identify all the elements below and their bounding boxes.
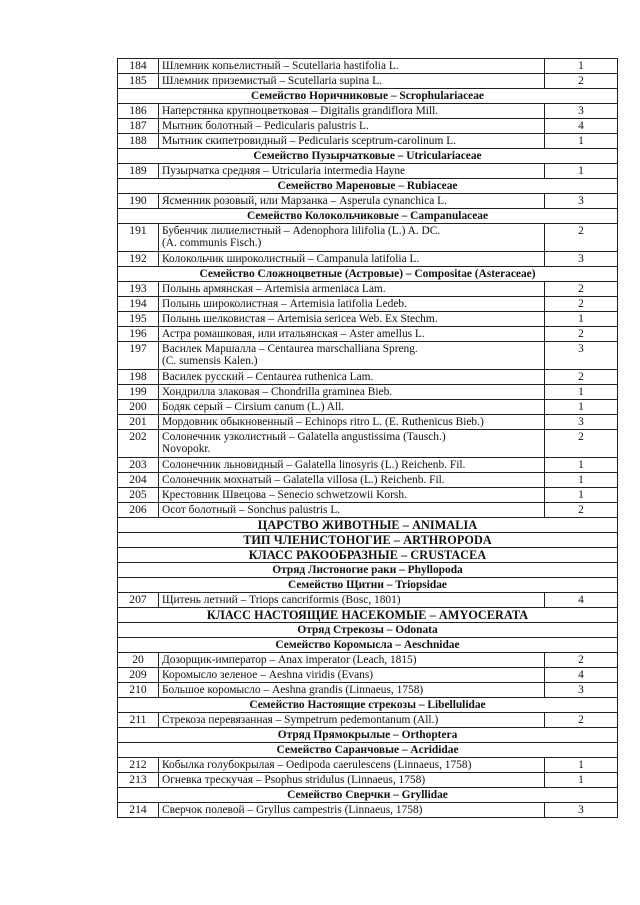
species-number: 192	[118, 252, 159, 267]
species-name: Мытник болотный – Pedicularis palustris L.	[159, 119, 545, 134]
section-header-row	[118, 563, 618, 578]
species-number: 189	[118, 164, 159, 179]
species-name: Василек русский – Centaurea ruthenica Lam.	[159, 370, 545, 385]
rarity-category: 2	[545, 713, 618, 728]
species-name: Щитень летний – Triops cancriformis (Bosc, 1801)	[159, 593, 545, 608]
rarity-category: 2	[545, 327, 618, 342]
family-header: Отряд Прямокрылые – Orthoptera	[118, 728, 618, 743]
species-name: Пузырчатка средняя – Utricularia intermedia Hayne	[159, 164, 545, 179]
species-name: Василек Маршалла – Centaurea marschalliana Spreng. (C. sumensis Kalen.)	[159, 342, 545, 370]
family-header: Семейство Норичниковые – Scrophulariaceae	[118, 89, 618, 104]
species-number: 185	[118, 74, 159, 89]
section-header-row	[118, 698, 618, 713]
table-row	[118, 224, 618, 252]
table-row	[118, 503, 618, 518]
rarity-category: 3	[545, 194, 618, 209]
table-row	[118, 473, 618, 488]
table-row	[118, 59, 618, 74]
species-name: Осот болотный – Sonchus palustris L.	[159, 503, 545, 518]
table-row	[118, 430, 618, 458]
table-row	[118, 134, 618, 149]
section-header-row	[118, 89, 618, 104]
family-header: Семейство Сложноцветные (Астровые) – Compositae (Asteraceae)	[118, 267, 618, 282]
species-number: 209	[118, 668, 159, 683]
rarity-category: 1	[545, 134, 618, 149]
species-name: Шлемник копьелистный – Scutellaria hastifolia L.	[159, 59, 545, 74]
section-header-row	[118, 728, 618, 743]
family-header: Семейство Колокольчиковые – Campanulaceae	[118, 209, 618, 224]
section-header-row	[118, 743, 618, 758]
family-header: Семейство Щитни – Triopsidae	[118, 578, 618, 593]
species-number: 195	[118, 312, 159, 327]
table-row	[118, 194, 618, 209]
family-header: Отряд Стрекозы – Odonata	[118, 623, 618, 638]
taxon-header: ТИП ЧЛЕНИСТОНОГИЕ – ARTHROPODA	[118, 533, 618, 548]
family-header: Семейство Саранчовые – Acrididae	[118, 743, 618, 758]
rarity-category: 2	[545, 224, 618, 252]
species-name: Полынь шелковистая – Artemisia sericea Web. Ex Stechm.	[159, 312, 545, 327]
rarity-category: 3	[545, 683, 618, 698]
rarity-category: 2	[545, 370, 618, 385]
species-name: Шлемник приземистый – Scutellaria supina L.	[159, 74, 545, 89]
species-number: 193	[118, 282, 159, 297]
rarity-category: 3	[545, 104, 618, 119]
species-name: Коромысло зеленое – Aeshna viridis (Evans)	[159, 668, 545, 683]
species-name: Бубенчик лилиелистный – Adenophora lilifolia (L.) A. DC. (A. communis Fisch.)	[159, 224, 545, 252]
table-row	[118, 803, 618, 818]
rarity-category: 2	[545, 74, 618, 89]
species-number: 186	[118, 104, 159, 119]
species-name: Дозорщик-император – Anax imperator (Leach, 1815)	[159, 653, 545, 668]
table-row	[118, 297, 618, 312]
table-row	[118, 370, 618, 385]
rarity-category: 1	[545, 312, 618, 327]
section-header-row	[118, 209, 618, 224]
species-number: 196	[118, 327, 159, 342]
section-header-row	[118, 179, 618, 194]
section-header-row	[118, 623, 618, 638]
table-row	[118, 312, 618, 327]
species-name: Полынь широколистная – Artemisia latifolia Ledeb.	[159, 297, 545, 312]
species-number: 211	[118, 713, 159, 728]
table-row	[118, 668, 618, 683]
rarity-category: 1	[545, 773, 618, 788]
section-header-row	[118, 149, 618, 164]
table-row	[118, 385, 618, 400]
taxon-header: ЦАРСТВО ЖИВОТНЫЕ – ANIMALIA	[118, 518, 618, 533]
species-name: Хондрилла злаковая – Chondrilla graminea Bieb.	[159, 385, 545, 400]
species-number: 205	[118, 488, 159, 503]
section-header-row	[118, 578, 618, 593]
species-name: Солонечник льновидный – Galatella linosyris (L.) Reichenb. Fil.	[159, 458, 545, 473]
rarity-category: 2	[545, 297, 618, 312]
table-row	[118, 104, 618, 119]
species-name: Крестовник Швецова – Senecio schwetzowii Korsh.	[159, 488, 545, 503]
species-number: 187	[118, 119, 159, 134]
species-number: 188	[118, 134, 159, 149]
species-number: 204	[118, 473, 159, 488]
species-name: Колокольчик широколистный – Campanula latifolia L.	[159, 252, 545, 267]
species-number: 194	[118, 297, 159, 312]
species-number: 198	[118, 370, 159, 385]
table-row	[118, 415, 618, 430]
rarity-category: 3	[545, 803, 618, 818]
taxon-header: КЛАСС НАСТОЯЩИЕ НАСЕКОМЫЕ – AMYOCERATA	[118, 608, 618, 623]
rarity-category: 3	[545, 342, 618, 370]
species-table-body	[118, 59, 618, 818]
family-header: Семейство Настоящие стрекозы – Libellulidae	[118, 698, 618, 713]
rarity-category: 2	[545, 653, 618, 668]
rarity-category: 4	[545, 593, 618, 608]
family-header: Отряд Листоногие раки – Phyllopoda	[118, 563, 618, 578]
species-name: Стрекоза перевязанная – Sympetrum pedemontanum (All.)	[159, 713, 545, 728]
table-row	[118, 653, 618, 668]
table-row	[118, 342, 618, 370]
table-row	[118, 713, 618, 728]
species-name: Бодяк серый – Cirsium canum (L.) All.	[159, 400, 545, 415]
section-header-row	[118, 518, 618, 533]
table-row	[118, 252, 618, 267]
rarity-category: 1	[545, 164, 618, 179]
table-row	[118, 327, 618, 342]
rarity-category: 1	[545, 473, 618, 488]
rarity-category: 2	[545, 503, 618, 518]
red-book-species-table	[117, 58, 618, 818]
rarity-category: 1	[545, 59, 618, 74]
section-header-row	[118, 608, 618, 623]
species-number: 210	[118, 683, 159, 698]
species-name: Ясменник розовый, или Марзанка – Asperula cynanchica L.	[159, 194, 545, 209]
species-number: 199	[118, 385, 159, 400]
taxon-header: КЛАСС РАКООБРАЗНЫЕ – CRUSTACEA	[118, 548, 618, 563]
section-header-row	[118, 533, 618, 548]
species-number: 207	[118, 593, 159, 608]
rarity-category: 2	[545, 282, 618, 297]
rarity-category: 1	[545, 458, 618, 473]
species-number: 213	[118, 773, 159, 788]
table-row	[118, 488, 618, 503]
family-header: Семейство Коромысла – Aeschnidae	[118, 638, 618, 653]
table-row	[118, 282, 618, 297]
species-name: Сверчок полевой – Gryllus campestris (Linnaeus, 1758)	[159, 803, 545, 818]
section-header-row	[118, 548, 618, 563]
table-row	[118, 773, 618, 788]
table-row	[118, 164, 618, 179]
rarity-category: 1	[545, 758, 618, 773]
section-header-row	[118, 267, 618, 282]
rarity-category: 4	[545, 668, 618, 683]
section-header-row	[118, 788, 618, 803]
table-row	[118, 74, 618, 89]
rarity-category: 1	[545, 488, 618, 503]
species-number: 203	[118, 458, 159, 473]
rarity-category: 3	[545, 415, 618, 430]
species-number: 202	[118, 430, 159, 458]
species-number: 184	[118, 59, 159, 74]
species-name: Мордовник обыкновенный – Echinops ritro L. (E. Ruthenicus Bieb.)	[159, 415, 545, 430]
species-name: Наперстянка крупноцветковая – Digitalis grandiflora Mill.	[159, 104, 545, 119]
species-number: 200	[118, 400, 159, 415]
rarity-category: 4	[545, 119, 618, 134]
rarity-category: 3	[545, 252, 618, 267]
species-number: 206	[118, 503, 159, 518]
species-name: Полынь армянская – Artemisia armeniaca Lam.	[159, 282, 545, 297]
species-number: 197	[118, 342, 159, 370]
species-name: Кобылка голубокрылая – Oedipoda caerulescens (Linnaeus, 1758)	[159, 758, 545, 773]
species-name: Астра ромашковая, или итальянская – Aster amellus L.	[159, 327, 545, 342]
species-number: 212	[118, 758, 159, 773]
family-header: Семейство Мареновые – Rubiaceae	[118, 179, 618, 194]
table-row	[118, 119, 618, 134]
species-number: 190	[118, 194, 159, 209]
species-name: Солонечник мохнатый – Galatella villosa (L.) Reichenb. Fil.	[159, 473, 545, 488]
species-number: 20	[118, 653, 159, 668]
species-name: Мытник скипетровидный – Pedicularis sceptrum-carolinum L.	[159, 134, 545, 149]
table-row	[118, 683, 618, 698]
table-row	[118, 458, 618, 473]
species-name: Огневка трескучая – Psophus stridulus (Linnaeus, 1758)	[159, 773, 545, 788]
species-name: Большое коромысло – Aeshna grandis (Linnaeus, 1758)	[159, 683, 545, 698]
table-row	[118, 593, 618, 608]
family-header: Семейство Пузырчатковые – Utriculariaceae	[118, 149, 618, 164]
table-row	[118, 400, 618, 415]
rarity-category: 1	[545, 385, 618, 400]
species-number: 191	[118, 224, 159, 252]
rarity-category: 2	[545, 430, 618, 458]
table-row	[118, 758, 618, 773]
species-name: Солонечник узколистный – Galatella angustissima (Tausch.) Novopokr.	[159, 430, 545, 458]
family-header: Семейство Сверчки – Gryllidae	[118, 788, 618, 803]
section-header-row	[118, 638, 618, 653]
species-number: 214	[118, 803, 159, 818]
species-number: 201	[118, 415, 159, 430]
rarity-category: 1	[545, 400, 618, 415]
